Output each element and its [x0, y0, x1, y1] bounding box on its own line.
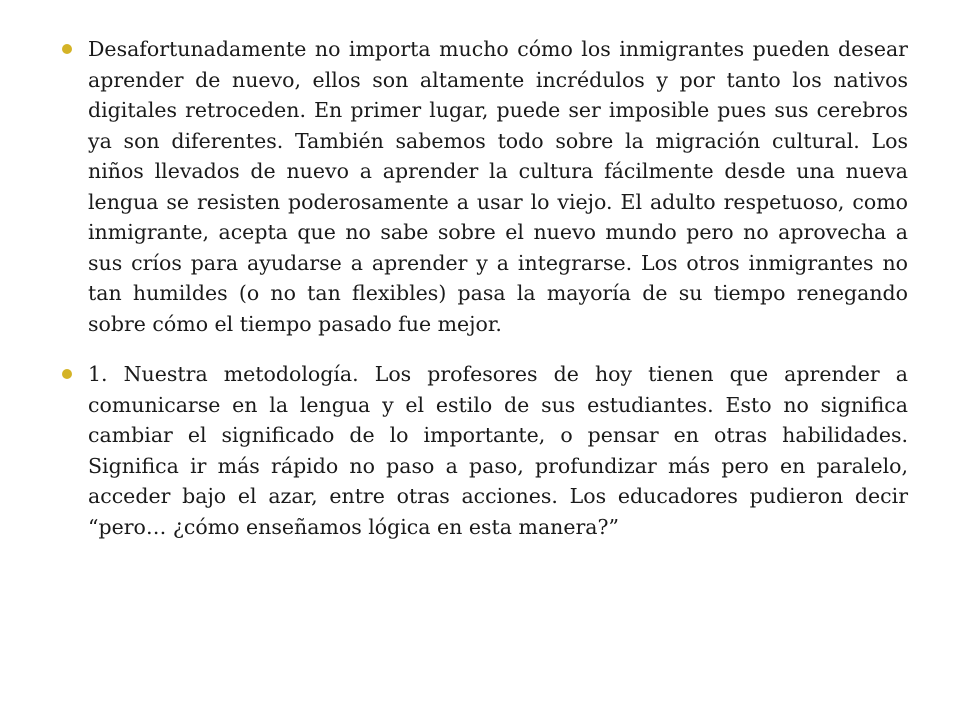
bullet-list [60, 34, 908, 562]
bullet-item [60, 34, 908, 339]
bullet-dot-icon [62, 369, 72, 379]
bullet-text: 1. Nuestra metodología. Los profesores de hoy tienen que aprender a comunicarse en la lengua y el estilo de sus estudiantes. Esto no significa cambiar el significado de lo importante, o pensar en otras habilidades. Significa ir más rápido no paso a paso, profundizar más pero en paralelo, acceder bajo el azar, entre otras acciones. Los educadores pudieron decir “pero… ¿cómo enseñamos lógica en esta manera?” [88, 362, 908, 539]
bullet-dot-icon [62, 44, 72, 54]
bullet-item [60, 359, 908, 542]
bullet-text: Desafortunadamente no importa mucho cómo los inmigrantes pueden desear aprender de nuevo, ellos son altamente incrédulos y por tanto los nativos digitales retroceden. En primer lugar, puede ser imposible pues sus cerebros ya son diferentes. También sabemos todo sobre la migración cultural. Los niños llevados de nuevo a aprender la cultura fácilmente desde una nueva lengua se resisten poderosamente a usar lo viejo. El adulto respetuoso, como inmigrante, acepta que no sabe sobre el nuevo mundo pero no aprovecha a sus críos para ayudarse a aprender y a integrarse. Los otros inmigrantes no tan humildes (o no tan flexibles) pasa la mayoría de su tiempo renegando sobre cómo el tiempo pasado fue mejor. [88, 37, 908, 336]
